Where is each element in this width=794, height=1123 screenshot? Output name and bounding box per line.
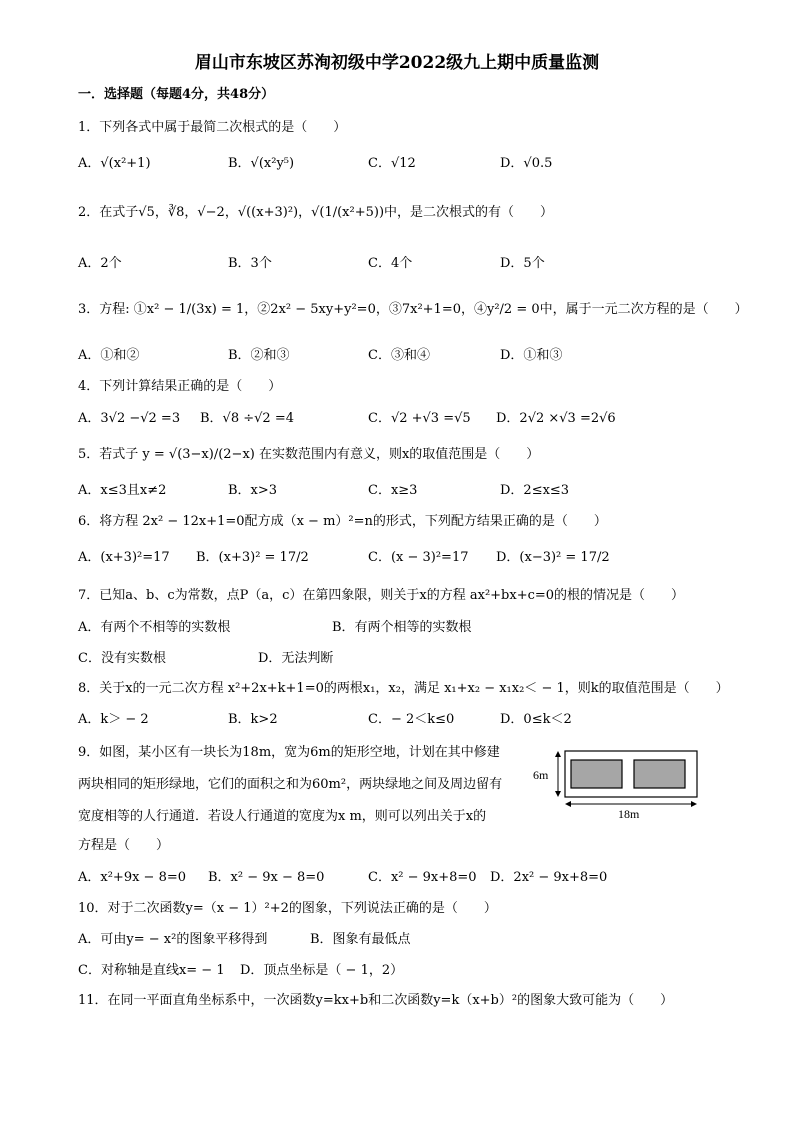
question-5-stem: 5．若式子 y = √(3−x)/(2−x) 在实数范围内有意义，则x的取值范围是（ ） (78, 447, 540, 462)
question-5-option-c: C．x≥3 (368, 483, 418, 498)
question-10-stem: 10．对于二次函数y=（x − 1）²+2的图象，下列说法正确的是（ ） (78, 901, 497, 916)
question-4-option-d: D．2√2 ×√3 =2√6 (496, 411, 616, 426)
question-7-option-d: D．无法判断 (258, 651, 334, 666)
question-4-option-a: A．3√2 −√2 =3 (78, 411, 181, 426)
page-title: 眉山市东坡区苏洵初级中学2022级九上期中质量监测 (194, 53, 600, 73)
question-3-option-a: A．①和② (78, 348, 140, 363)
question-9-line-3: 宽度相等的人行通道．若设人行通道的宽度为x m，则可以列出关于x的 (78, 809, 487, 824)
question-3-stem: 3．方程: ①x² − 1/(3x) = 1，②2x² − 5xy+y²=0，③7x²+1=0，④y²/2 = 0中，属于一元二次方程的是（ ） (78, 302, 748, 317)
question-6-option-d: D．(x−3)² = 17/2 (496, 550, 610, 565)
question-5-option-a: A．x≤3且x≠2 (78, 483, 167, 498)
height-label: 6m (533, 768, 549, 782)
green-plot-left (571, 760, 622, 788)
width-arrow-left (565, 801, 571, 807)
question-6-option-b: B．(x+3)² = 17/2 (196, 550, 309, 565)
question-9-line-4: 方程是（ ） (78, 838, 170, 853)
question-7-option-b: B．有两个相等的实数根 (332, 620, 472, 635)
question-1-option-c: C．√12 (368, 156, 416, 171)
question-7-stem: 7．已知a、b、c为常数，点P（a，c）在第四象限，则关于x的方程 ax²+bx+c=0的根的情况是（ ） (78, 588, 685, 603)
question-11-stem: 11．在同一平面直角坐标系中，一次函数y=kx+b和二次函数y=k（x+b）²的图象大致可能为（ ） (78, 993, 674, 1008)
question-5-option-b: B．x>3 (228, 483, 278, 498)
question-1-option-a: A．√(x²+1) (78, 156, 151, 171)
question-3-option-d: D．①和③ (500, 348, 563, 363)
question-8-option-c: C．− 2＜k≤0 (368, 712, 455, 727)
question-1-option-d: D．√0.5 (500, 156, 553, 171)
question-4-stem: 4．下列计算结果正确的是（ ） (78, 379, 282, 394)
question-3-option-c: C．③和④ (368, 348, 430, 363)
question-2-option-d: D．5个 (500, 256, 545, 271)
question-9-option-a: A．x²+9x − 8=0 (78, 870, 187, 885)
height-arrow-top (555, 751, 561, 757)
question-4-option-c: C．√2 +√3 =√5 (368, 411, 471, 426)
question-1-option-b: B．√(x²y⁵) (228, 156, 295, 171)
question-7-option-a: A．有两个不相等的实数根 (78, 620, 231, 635)
question-2-stem: 2．在式子√5，∛8，√−2，√((x+3)²)，√(1/(x²+5))中，是二次根式的有（ ） (78, 205, 554, 220)
question-10-option-a: A．可由y= − x²的图象平移得到 (78, 932, 268, 947)
question-2-option-a: A．2个 (78, 256, 122, 271)
question-9-line-2: 两块相同的矩形绿地，它们的面积之和为60m²，两块绿地之间及周边留有 (78, 777, 503, 792)
question-9-option-d: D．2x² − 9x+8=0 (490, 870, 608, 885)
question-3-option-b: B．②和③ (228, 348, 290, 363)
question-10-option-c: C．对称轴是直线x= − 1 (78, 963, 225, 978)
width-label: 18m (618, 807, 640, 820)
question-6-option-a: A．(x+3)²=17 (78, 550, 170, 565)
question-5-option-d: D．2≤x≤3 (500, 483, 570, 498)
section-heading: 一．选择题（每题4分，共48分） (78, 87, 275, 102)
question-8-option-a: A．k＞ − 2 (78, 712, 149, 727)
width-arrow-right (691, 801, 697, 807)
question-6-stem: 6．将方程 2x² − 12x+1=0配方成（x − m）²=n的形式，下列配方结果正确的是（ ） (78, 514, 607, 529)
question-7-option-c: C．没有实数根 (78, 651, 166, 666)
question-9-option-c: C．x² − 9x+8=0 (368, 870, 477, 885)
question-10-option-d: D．顶点坐标是（ − 1，2） (240, 963, 404, 978)
question-8-option-b: B．k>2 (228, 712, 278, 727)
question-9-line-1: 9．如图，某小区有一块长为18m，宽为6m的矩形空地，计划在其中修建 (78, 745, 500, 760)
question-2-option-b: B．3个 (228, 256, 272, 271)
question-1-stem: 1．下列各式中属于最简二次根式的是（ ） (78, 120, 347, 135)
question-4-option-b: B．√8 ÷√2 =4 (200, 411, 294, 426)
height-arrow-bottom (555, 791, 561, 797)
question-8-option-d: D．0≤k＜2 (500, 712, 572, 727)
question-10-option-b: B．图象有最低点 (310, 932, 411, 947)
question-9-option-b: B．x² − 9x − 8=0 (208, 870, 325, 885)
question-6-option-c: C．(x − 3)²=17 (368, 550, 469, 565)
question-9-figure (530, 748, 705, 820)
question-2-option-c: C．4个 (368, 256, 413, 271)
green-plot-right (634, 760, 685, 788)
question-8-stem: 8．关于x的一元二次方程 x²+2x+k+1=0的两根x₁，x₂，满足 x₁+x₂ − x₁x₂＜ − 1，则k的取值范围是（ ） (78, 681, 729, 696)
